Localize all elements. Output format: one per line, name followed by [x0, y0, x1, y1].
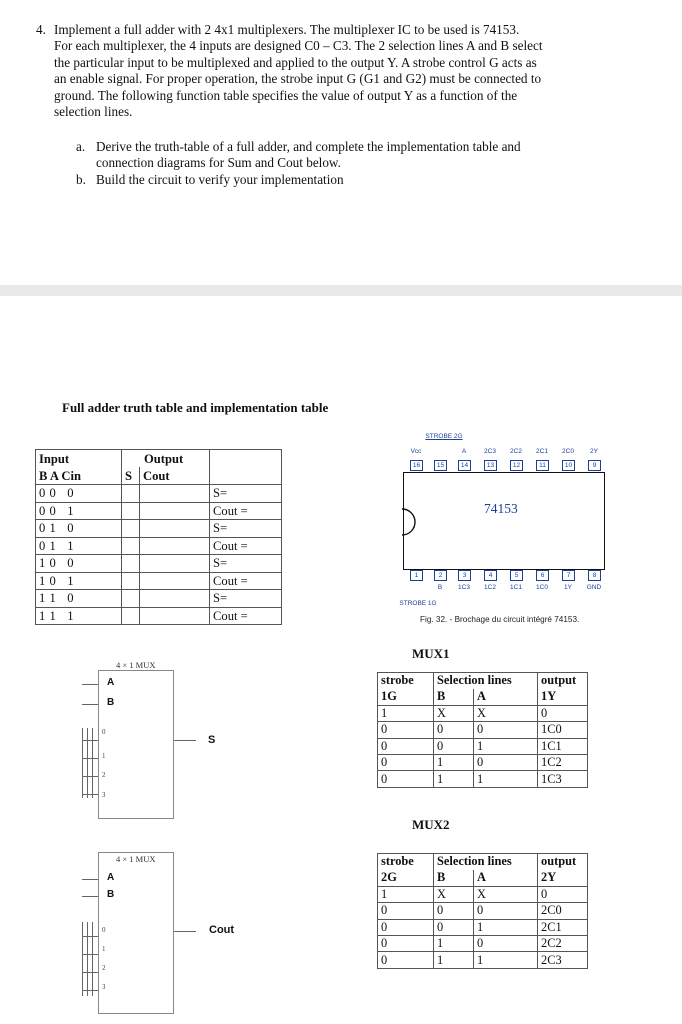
- chip-top-pin-label: 2C3: [484, 448, 496, 455]
- selection-lines-header: Selection lines: [434, 673, 538, 689]
- tt-cell-input[interactable]: 1 1 1: [36, 607, 122, 625]
- function-table-row: [378, 722, 588, 738]
- function-table-cell: 2C2: [538, 935, 588, 951]
- mux2-wire: [82, 954, 98, 955]
- chip-top-pin: 11: [536, 460, 549, 471]
- tt-cell-cout[interactable]: [140, 572, 210, 590]
- chip-top-pin: 15: [434, 460, 447, 471]
- function-table-row: [378, 952, 588, 968]
- mux2-table: [377, 853, 588, 969]
- tt-row: [36, 607, 282, 625]
- subheader-sel-a: A: [474, 689, 538, 705]
- tt-cell-s[interactable]: [122, 607, 140, 625]
- subheader-sel-b: B: [434, 870, 474, 886]
- mux2-out-label: Cout: [209, 924, 235, 936]
- mux1-out-wire: [174, 740, 196, 741]
- function-table-row: [378, 935, 588, 951]
- tt-cell-expr: Cout =: [210, 502, 282, 520]
- tt-cell-s[interactable]: [122, 537, 140, 555]
- mux2-title: 4 × 1 MUX: [116, 854, 156, 864]
- mux1-wire: [87, 728, 88, 798]
- tt-cell-input[interactable]: 1 0 1: [36, 572, 122, 590]
- tt-header-bacin: B A Cin: [36, 467, 122, 485]
- mux1-wire: [92, 728, 93, 798]
- function-table-cell: X: [474, 886, 538, 902]
- chip-top-pin-label: 2Y: [590, 448, 598, 455]
- chip-top-pin: 10: [562, 460, 575, 471]
- mux1-wire: [82, 794, 98, 795]
- function-table-row: [378, 919, 588, 935]
- tt-cell-input[interactable]: 0 1 0: [36, 520, 122, 538]
- mux2-wire: [82, 922, 83, 996]
- mux1-table: [377, 672, 588, 788]
- chip-top-pin: 9: [588, 460, 601, 471]
- mux1-sel-b: B: [107, 697, 115, 708]
- mux1-in-0: 0: [102, 728, 106, 736]
- strobe-header: strobe: [378, 854, 434, 870]
- function-table-cell: 1: [474, 771, 538, 787]
- chip-bottom-pin: 5: [510, 570, 523, 581]
- chip-body: [403, 472, 605, 570]
- subitem-b: [76, 172, 636, 188]
- tt-cell-expr: Cout =: [210, 572, 282, 590]
- function-table-cell: 0: [378, 903, 434, 919]
- subitem-line: Build the circuit to verify your implementation: [96, 171, 344, 187]
- subitem-letter: b.: [76, 171, 86, 187]
- tt-header-output: Output: [122, 450, 210, 468]
- question-body: [54, 22, 636, 120]
- tt-row: [36, 590, 282, 608]
- chip-bottom-pin: 4: [484, 570, 497, 581]
- function-table-cell: 0: [378, 754, 434, 770]
- function-table-cell: 0: [434, 722, 474, 738]
- function-table-cell: 1: [434, 935, 474, 951]
- subitem-line: connection diagrams for Sum and Cout below.: [96, 155, 341, 171]
- mux2-table-title: MUX2: [412, 817, 450, 832]
- chip-top-pin-label: 2C1: [536, 448, 548, 455]
- mux2-wire: [82, 879, 98, 880]
- strobe-header: strobe: [378, 673, 434, 689]
- tt-cell-input[interactable]: 1 0 0: [36, 555, 122, 573]
- mux1-box: [98, 670, 174, 819]
- question-line: Implement a full adder with 2 4x1 multiplexers. The multiplexer IC to be used is 74153.: [54, 22, 520, 37]
- function-table-cell: X: [434, 886, 474, 902]
- strobe-1g-label: STROBE 1G: [399, 600, 437, 607]
- mux1-wire: [82, 776, 98, 777]
- question-line: For each multiplexer, the 4 inputs are designed C0 – C3. The 2 selection lines A and B select: [54, 38, 543, 54]
- function-table-cell: 0: [378, 771, 434, 787]
- chip-bottom-pin-label: B: [437, 584, 443, 591]
- subitem-letter: a.: [76, 139, 86, 154]
- function-table-cell: 2C1: [538, 919, 588, 935]
- function-table-cell: 1: [474, 919, 538, 935]
- function-table-cell: 1C1: [538, 738, 588, 754]
- subheader-sel-a: A: [474, 870, 538, 886]
- mux2-wire: [92, 922, 93, 996]
- function-table-row: [378, 754, 588, 770]
- chip-bottom-pin: 3: [458, 570, 471, 581]
- function-table-cell: 1: [474, 952, 538, 968]
- tt-cell-input[interactable]: 1 1 0: [36, 590, 122, 608]
- mux2-wire: [82, 936, 98, 937]
- mux2-out-wire: [174, 931, 196, 932]
- tt-cell-cout[interactable]: [140, 537, 210, 555]
- tt-header-s: S: [122, 467, 140, 485]
- mux1-sel-a: A: [107, 677, 115, 688]
- subheader-sel-b: B: [434, 689, 474, 705]
- function-table-cell: 0: [378, 952, 434, 968]
- function-table-cell: 0: [434, 919, 474, 935]
- tt-row: [36, 520, 282, 538]
- mux1-out-label: S: [208, 734, 216, 746]
- chip-top-pin: 13: [484, 460, 497, 471]
- question-line: ground. The following function table specifies the value of output Y as a function of the: [54, 87, 518, 103]
- function-table-cell: 1: [434, 771, 474, 787]
- tt-cell-s[interactable]: [122, 572, 140, 590]
- function-table-cell: 1C2: [538, 754, 588, 770]
- function-table-cell: 0: [538, 705, 588, 721]
- function-table-cell: 0: [474, 754, 538, 770]
- mux1-title: 4 × 1 MUX: [116, 660, 156, 670]
- question-number: 4.: [36, 22, 46, 37]
- tt-cell-expr: Cout =: [210, 537, 282, 555]
- tt-cell-cout[interactable]: [140, 555, 210, 573]
- truth-table: [35, 449, 282, 625]
- tt-row: [36, 502, 282, 520]
- subitem-line: Derive the truth-table of a full adder, and complete the implementation table and: [96, 139, 521, 154]
- mux2-in-0: 0: [102, 926, 106, 934]
- tt-cell-input[interactable]: 0 1 1: [36, 537, 122, 555]
- chip-bottom-pin-label: 1C1: [510, 584, 522, 591]
- function-table-cell: 2C0: [538, 903, 588, 919]
- subitem-a: [76, 139, 636, 172]
- tt-cell-cout[interactable]: [140, 520, 210, 538]
- function-table-cell: X: [434, 705, 474, 721]
- chip-bottom-pin: 1: [410, 570, 423, 581]
- tt-row: [36, 572, 282, 590]
- function-table-row: [378, 903, 588, 919]
- tt-cell-expr: S=: [210, 555, 282, 573]
- tt-cell-s[interactable]: [122, 502, 140, 520]
- question-block: [36, 22, 636, 120]
- function-table-cell: X: [474, 705, 538, 721]
- tt-cell-s[interactable]: [122, 485, 140, 503]
- tt-row: [36, 485, 282, 503]
- mux2-wire: [82, 990, 98, 991]
- function-table-cell: 0: [434, 738, 474, 754]
- chip-name: 74153: [484, 501, 518, 516]
- mux2-in-2: 2: [102, 964, 106, 972]
- tt-cell-s[interactable]: [122, 520, 140, 538]
- tt-cell-expr: S=: [210, 590, 282, 608]
- chip-bottom-pin: 8: [588, 570, 601, 581]
- tt-header-input: Input: [36, 450, 122, 468]
- tt-cell-expr: Cout =: [210, 607, 282, 625]
- mux2-in-1: 1: [102, 945, 106, 953]
- function-table-cell: 1: [434, 952, 474, 968]
- tt-row: [36, 555, 282, 573]
- mux2-diagram: [76, 848, 246, 1018]
- function-table-cell: 0: [434, 903, 474, 919]
- chip-bottom-pin-label: GND: [586, 584, 602, 591]
- mux1-wire: [82, 684, 98, 685]
- mux1-table-title: MUX1: [412, 646, 450, 661]
- chip-bottom-pin-label: 1C2: [484, 584, 496, 591]
- function-table-cell: 0: [378, 935, 434, 951]
- chip-bottom-pin-label: 1C0: [536, 584, 548, 591]
- subheader-strobe: 1G: [378, 689, 434, 705]
- question-line: selection lines.: [54, 104, 133, 120]
- tt-cell-cout[interactable]: [140, 590, 210, 608]
- mux1-in-2: 2: [102, 771, 106, 779]
- question-line: the particular input to be multiplexed and applied to the output Y. A strobe control G acts as: [54, 54, 537, 70]
- strobe-2g-label: STROBE 2G: [425, 433, 463, 440]
- function-table-cell: 0: [474, 903, 538, 919]
- chip-top-pin-label: Vcc: [410, 448, 422, 455]
- tt-cell-cout[interactable]: [140, 485, 210, 503]
- function-table-row: [378, 738, 588, 754]
- figure-caption: Fig. 32. - Brochage du circuit intégré 74153.: [420, 615, 580, 624]
- function-table-cell: 1C0: [538, 722, 588, 738]
- mux2-wire: [87, 922, 88, 996]
- function-table-cell: 1C3: [538, 771, 588, 787]
- tt-cell-s[interactable]: [122, 590, 140, 608]
- chip-top-pin-label: 2C0: [562, 448, 574, 455]
- chip-bottom-pin: 2: [434, 570, 447, 581]
- function-table-cell: 1: [378, 886, 434, 902]
- mux1-diagram: [76, 658, 236, 823]
- mux2-wire: [82, 896, 98, 897]
- chip-pinout: [390, 430, 670, 630]
- tt-cell-cout[interactable]: [140, 607, 210, 625]
- tt-cell-s[interactable]: [122, 555, 140, 573]
- tt-header-cout: Cout: [140, 467, 210, 485]
- tt-cell-cout[interactable]: [140, 502, 210, 520]
- chip-top-pin: 16: [410, 460, 423, 471]
- chip-top-pin-label: A: [461, 448, 467, 455]
- tt-header-blank: [210, 450, 282, 485]
- function-table-cell: 1: [434, 754, 474, 770]
- chip-top-pin-label: 2C2: [510, 448, 522, 455]
- subheader-strobe: 2G: [378, 870, 434, 886]
- chip-bottom-pin-label: 1Y: [564, 584, 572, 591]
- function-table-cell: 2C3: [538, 952, 588, 968]
- section-title: Full adder truth table and implementation table: [62, 400, 329, 415]
- function-table-row: [378, 771, 588, 787]
- page-divider: [0, 285, 682, 296]
- function-table-cell: 1: [378, 705, 434, 721]
- function-table-row: [378, 705, 588, 721]
- subheader-output: 1Y: [538, 689, 588, 705]
- mux1-wire: [82, 758, 98, 759]
- mux2-wire: [82, 972, 98, 973]
- selection-lines-header: Selection lines: [434, 854, 538, 870]
- subitems: [76, 139, 636, 188]
- function-table-cell: 0: [474, 722, 538, 738]
- tt-row: [36, 537, 282, 555]
- tt-cell-expr: S=: [210, 520, 282, 538]
- mux1-in-3: 3: [102, 791, 106, 799]
- function-table-cell: 0: [474, 935, 538, 951]
- mux2-in-3: 3: [102, 983, 106, 991]
- function-table-cell: 1: [474, 738, 538, 754]
- tt-cell-input[interactable]: 0 0 1: [36, 502, 122, 520]
- function-table-cell: 0: [378, 722, 434, 738]
- mux2-sel-b: B: [107, 889, 115, 900]
- mux1-wire: [82, 728, 83, 798]
- function-table-row: [378, 886, 588, 902]
- chip-top-pin: 12: [510, 460, 523, 471]
- chip-notch-icon: [402, 507, 432, 537]
- mux1-wire: [82, 740, 98, 741]
- output-header: output: [538, 854, 588, 870]
- function-table-cell: 0: [378, 738, 434, 754]
- function-table-cell: 0: [378, 919, 434, 935]
- tt-cell-input[interactable]: 0 0 0: [36, 485, 122, 503]
- chip-bottom-pin: 7: [562, 570, 575, 581]
- mux1-in-1: 1: [102, 752, 106, 760]
- chip-bottom-pin: 6: [536, 570, 549, 581]
- question-line: an enable signal. For proper operation, the strobe input G (G1 and G2) must be connected to: [54, 71, 542, 87]
- mux1-wire: [82, 704, 98, 705]
- tt-cell-expr: S=: [210, 485, 282, 503]
- chip-bottom-pin-label: 1C3: [458, 584, 470, 591]
- chip-top-pin: 14: [458, 460, 471, 471]
- mux2-sel-a: A: [107, 872, 115, 883]
- subheader-output: 2Y: [538, 870, 588, 886]
- function-table-cell: 0: [538, 886, 588, 902]
- output-header: output: [538, 673, 588, 689]
